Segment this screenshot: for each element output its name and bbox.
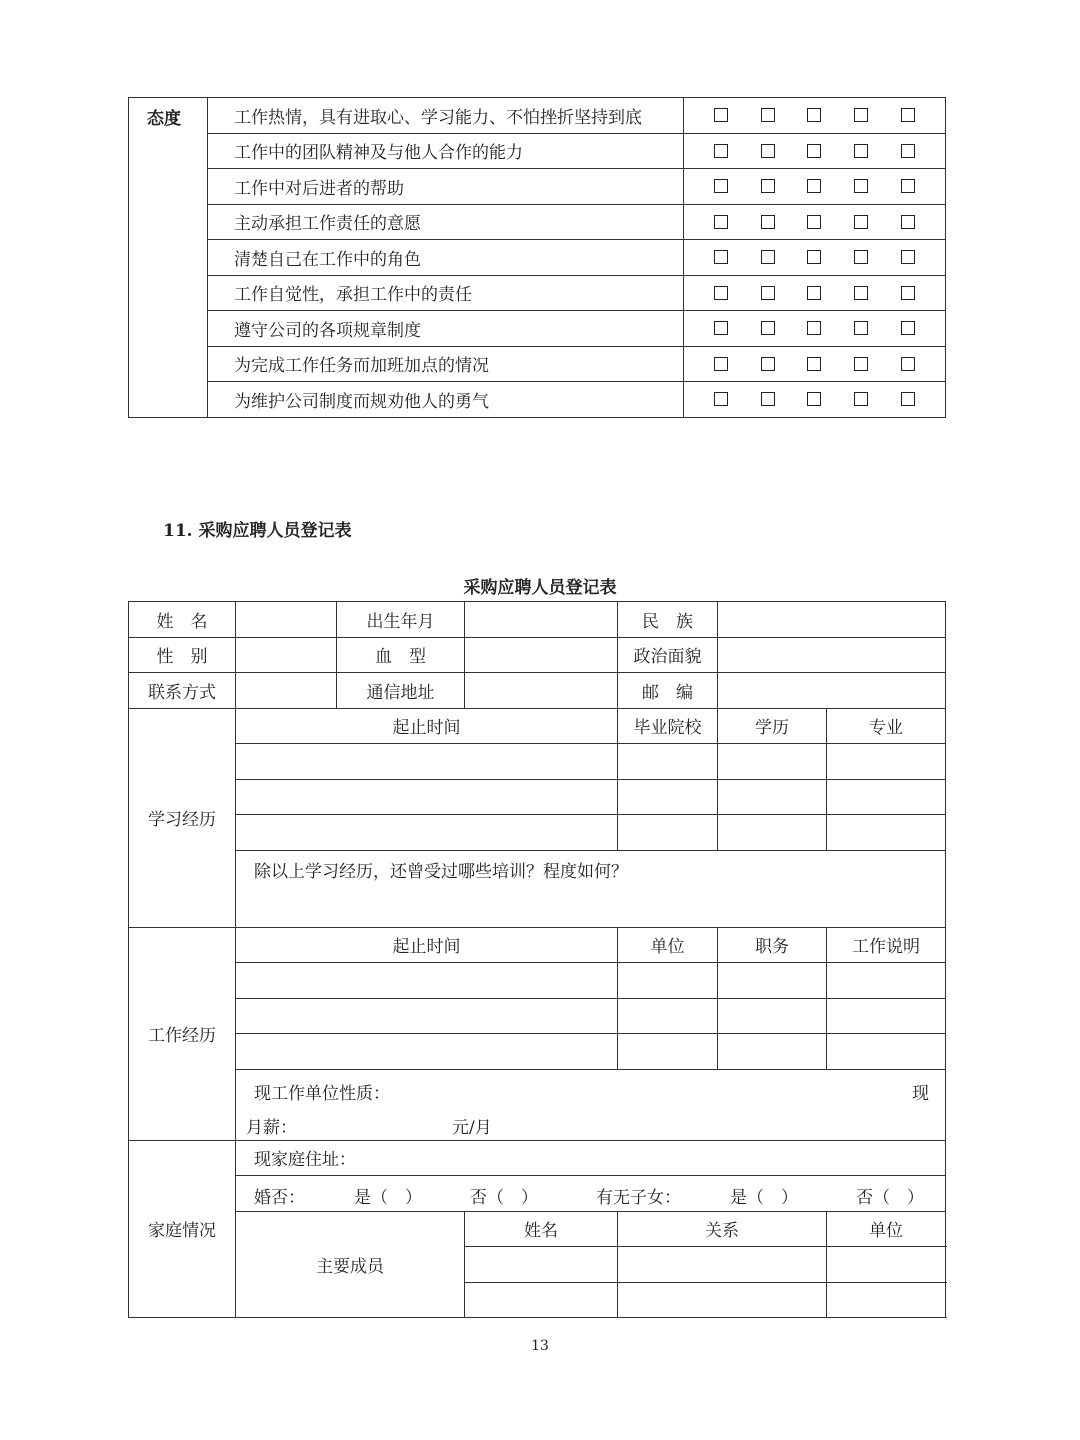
form-title: 采购应聘人员登记表 [463, 578, 617, 598]
rating-checkboxes [684, 240, 946, 276]
rating-checkboxes [684, 169, 946, 205]
edu-cell[interactable] [718, 744, 827, 780]
rating-checkbox[interactable] [761, 357, 775, 371]
rating-checkbox[interactable] [901, 250, 915, 264]
attitude-row [129, 382, 946, 418]
attitude-row [129, 98, 946, 134]
edu-row [129, 744, 946, 780]
salary-unit: 元/月 [452, 1117, 492, 1138]
work-cell[interactable] [718, 963, 827, 999]
work-cell[interactable] [236, 1034, 618, 1070]
field-postcode[interactable] [718, 673, 946, 709]
attitude-item: 遵守公司的各项规章制度 [208, 311, 684, 347]
work-header-position: 职务 [718, 927, 827, 963]
rating-checkbox[interactable] [854, 108, 868, 122]
edu-cell[interactable] [827, 779, 946, 815]
rating-checkbox[interactable] [901, 321, 915, 335]
work-row [129, 1034, 946, 1070]
field-ethnic[interactable] [718, 602, 946, 638]
attitude-category: 态度 [129, 98, 208, 418]
rating-checkbox[interactable] [761, 215, 775, 229]
field-gender[interactable] [236, 637, 337, 673]
edu-cell[interactable] [618, 744, 718, 780]
rating-checkbox[interactable] [761, 179, 775, 193]
rating-checkboxes [684, 98, 946, 134]
work-row [129, 963, 946, 999]
label-education: 学习经历 [129, 708, 236, 927]
label-gender: 性 别 [129, 637, 236, 673]
rating-checkbox[interactable] [761, 108, 775, 122]
member-cell[interactable] [827, 1247, 946, 1283]
edu-cell[interactable] [827, 744, 946, 780]
field-contact[interactable] [236, 673, 337, 709]
rating-checkbox[interactable] [714, 108, 728, 122]
label-work: 工作经历 [129, 927, 236, 1140]
rating-checkbox[interactable] [761, 286, 775, 300]
work-cell[interactable] [618, 1034, 718, 1070]
label-contact: 联系方式 [129, 673, 236, 709]
label-birth: 出生年月 [337, 602, 465, 638]
registration-form [128, 601, 946, 1318]
work-row [129, 998, 946, 1034]
rating-checkbox[interactable] [761, 321, 775, 335]
edu-cell[interactable] [618, 779, 718, 815]
rating-checkbox[interactable] [901, 392, 915, 406]
work-cell[interactable] [718, 998, 827, 1034]
work-cell[interactable] [618, 963, 718, 999]
work-cell[interactable] [236, 963, 618, 999]
current-label: 现 [912, 1083, 929, 1104]
rating-checkbox[interactable] [901, 286, 915, 300]
rating-checkbox[interactable] [761, 250, 775, 264]
field-blood[interactable] [465, 637, 618, 673]
rating-checkboxes [684, 311, 946, 347]
rating-checkbox[interactable] [761, 144, 775, 158]
rating-checkbox[interactable] [854, 357, 868, 371]
label-postcode: 邮 编 [618, 673, 718, 709]
edu-row [129, 815, 946, 851]
label-family: 家庭情况 [129, 1140, 236, 1318]
row-contact [129, 673, 946, 709]
attitude-item: 工作中对后进者的帮助 [208, 169, 684, 205]
rating-checkbox[interactable] [807, 286, 821, 300]
rating-checkbox[interactable] [807, 321, 821, 335]
rating-checkboxes [684, 204, 946, 240]
edu-cell[interactable] [718, 779, 827, 815]
field-name[interactable] [236, 602, 337, 638]
work-cell[interactable] [827, 963, 946, 999]
work-cell[interactable] [718, 1034, 827, 1070]
attitude-row [129, 346, 946, 382]
work-header-desc: 工作说明 [827, 927, 946, 963]
attitude-item: 工作中的团队精神及与他人合作的能力 [208, 133, 684, 169]
work-header-unit: 单位 [618, 927, 718, 963]
member-cell[interactable] [618, 1247, 827, 1283]
attitude-item: 为完成工作任务而加班加点的情况 [208, 346, 684, 382]
rating-checkbox[interactable] [901, 144, 915, 158]
attitude-row [129, 275, 946, 311]
rating-checkbox[interactable] [901, 357, 915, 371]
training-question[interactable]: 除以上学习经历，还曾受过哪些培训？程度如何？ [236, 850, 946, 927]
work-cell[interactable] [827, 998, 946, 1034]
rating-checkbox[interactable] [901, 108, 915, 122]
married-label: 婚否： [254, 1188, 305, 1209]
rating-checkbox[interactable] [854, 321, 868, 335]
work-cell[interactable] [618, 998, 718, 1034]
rating-checkbox[interactable] [854, 392, 868, 406]
rating-checkbox[interactable] [761, 392, 775, 406]
label-name: 姓 名 [129, 602, 236, 638]
work-header-period: 起止时间 [236, 927, 618, 963]
rating-checkboxes [684, 346, 946, 382]
member-cell[interactable] [465, 1282, 618, 1318]
label-address: 通信地址 [337, 673, 465, 709]
edu-cell[interactable] [236, 779, 618, 815]
rating-checkbox[interactable] [714, 215, 728, 229]
rating-checkbox[interactable] [807, 215, 821, 229]
rating-checkbox[interactable] [714, 357, 728, 371]
rating-checkbox[interactable] [714, 392, 728, 406]
attitude-item: 工作自觉性，承担工作中的责任 [208, 275, 684, 311]
attitude-item: 工作热情，具有进取心、学习能力、不怕挫折坚持到底 [208, 98, 684, 134]
rating-checkbox[interactable] [901, 215, 915, 229]
edu-header-school: 毕业院校 [618, 708, 718, 744]
rating-checkbox[interactable] [714, 250, 728, 264]
children-no[interactable]: 否（ ） [856, 1188, 924, 1209]
edu-header-major: 专业 [827, 708, 946, 744]
rating-checkbox[interactable] [714, 179, 728, 193]
edu-cell[interactable] [827, 815, 946, 851]
field-address[interactable] [465, 673, 618, 709]
rating-checkbox[interactable] [807, 179, 821, 193]
rating-checkbox[interactable] [714, 286, 728, 300]
rating-checkbox[interactable] [807, 392, 821, 406]
label-ethnic: 民 族 [618, 602, 718, 638]
children-label: 有无子女： [596, 1188, 681, 1209]
member-cell[interactable] [827, 1282, 946, 1318]
edu-header-period: 起止时间 [236, 708, 618, 744]
rating-checkbox[interactable] [807, 250, 821, 264]
married-no[interactable]: 否（ ） [470, 1188, 538, 1209]
marital-row[interactable] [236, 1176, 946, 1212]
rating-checkbox[interactable] [807, 357, 821, 371]
rating-checkbox[interactable] [714, 144, 728, 158]
member-header-unit: 单位 [827, 1211, 946, 1247]
married-yes[interactable]: 是（ ） [354, 1188, 422, 1209]
work-cell[interactable] [827, 1034, 946, 1070]
unit-nature-label: 现工作单位性质： [254, 1083, 390, 1104]
page-number: 13 [531, 1338, 549, 1354]
member-cell[interactable] [465, 1247, 618, 1283]
label-political: 政治面貌 [618, 637, 718, 673]
attitude-table [128, 97, 946, 418]
attitude-row [129, 204, 946, 240]
edu-cell[interactable] [618, 815, 718, 851]
rating-checkbox[interactable] [807, 108, 821, 122]
attitude-row [129, 311, 946, 347]
attitude-row [129, 240, 946, 276]
label-blood: 血 型 [337, 637, 465, 673]
work-cell[interactable] [236, 998, 618, 1034]
rating-checkbox[interactable] [854, 179, 868, 193]
member-header-relation: 关系 [618, 1211, 827, 1247]
row-name [129, 602, 946, 638]
attitude-item: 主动承担工作责任的意愿 [208, 204, 684, 240]
attitude-item: 为维护公司制度而规劝他人的勇气 [208, 382, 684, 418]
members-label: 主要成员 [236, 1211, 465, 1318]
attitude-row [129, 133, 946, 169]
family-address[interactable]: 现家庭住址： [236, 1140, 946, 1176]
edu-row [129, 779, 946, 815]
salary-label: 月薪： [246, 1117, 297, 1138]
edu-header-degree: 学历 [718, 708, 827, 744]
edu-cell[interactable] [718, 815, 827, 851]
rating-checkbox[interactable] [854, 215, 868, 229]
row-gender [129, 637, 946, 673]
work-nature-salary[interactable] [236, 1069, 946, 1140]
attitude-row [129, 169, 946, 205]
rating-checkboxes [684, 275, 946, 311]
edu-cell[interactable] [236, 744, 618, 780]
field-political[interactable] [718, 637, 946, 673]
section-title: 11. 采购应聘人员登记表 [163, 521, 352, 541]
edu-cell[interactable] [236, 815, 618, 851]
rating-checkbox[interactable] [714, 321, 728, 335]
rating-checkboxes [684, 133, 946, 169]
children-yes[interactable]: 是（ ） [730, 1188, 798, 1209]
member-header-name: 姓名 [465, 1211, 618, 1247]
field-birth[interactable] [465, 602, 618, 638]
rating-checkbox[interactable] [807, 144, 821, 158]
rating-checkboxes [684, 382, 946, 418]
attitude-item: 清楚自己在工作中的角色 [208, 240, 684, 276]
rating-checkbox[interactable] [901, 179, 915, 193]
member-cell[interactable] [618, 1282, 827, 1318]
rating-checkbox[interactable] [854, 250, 868, 264]
rating-checkbox[interactable] [854, 144, 868, 158]
rating-checkbox[interactable] [854, 286, 868, 300]
